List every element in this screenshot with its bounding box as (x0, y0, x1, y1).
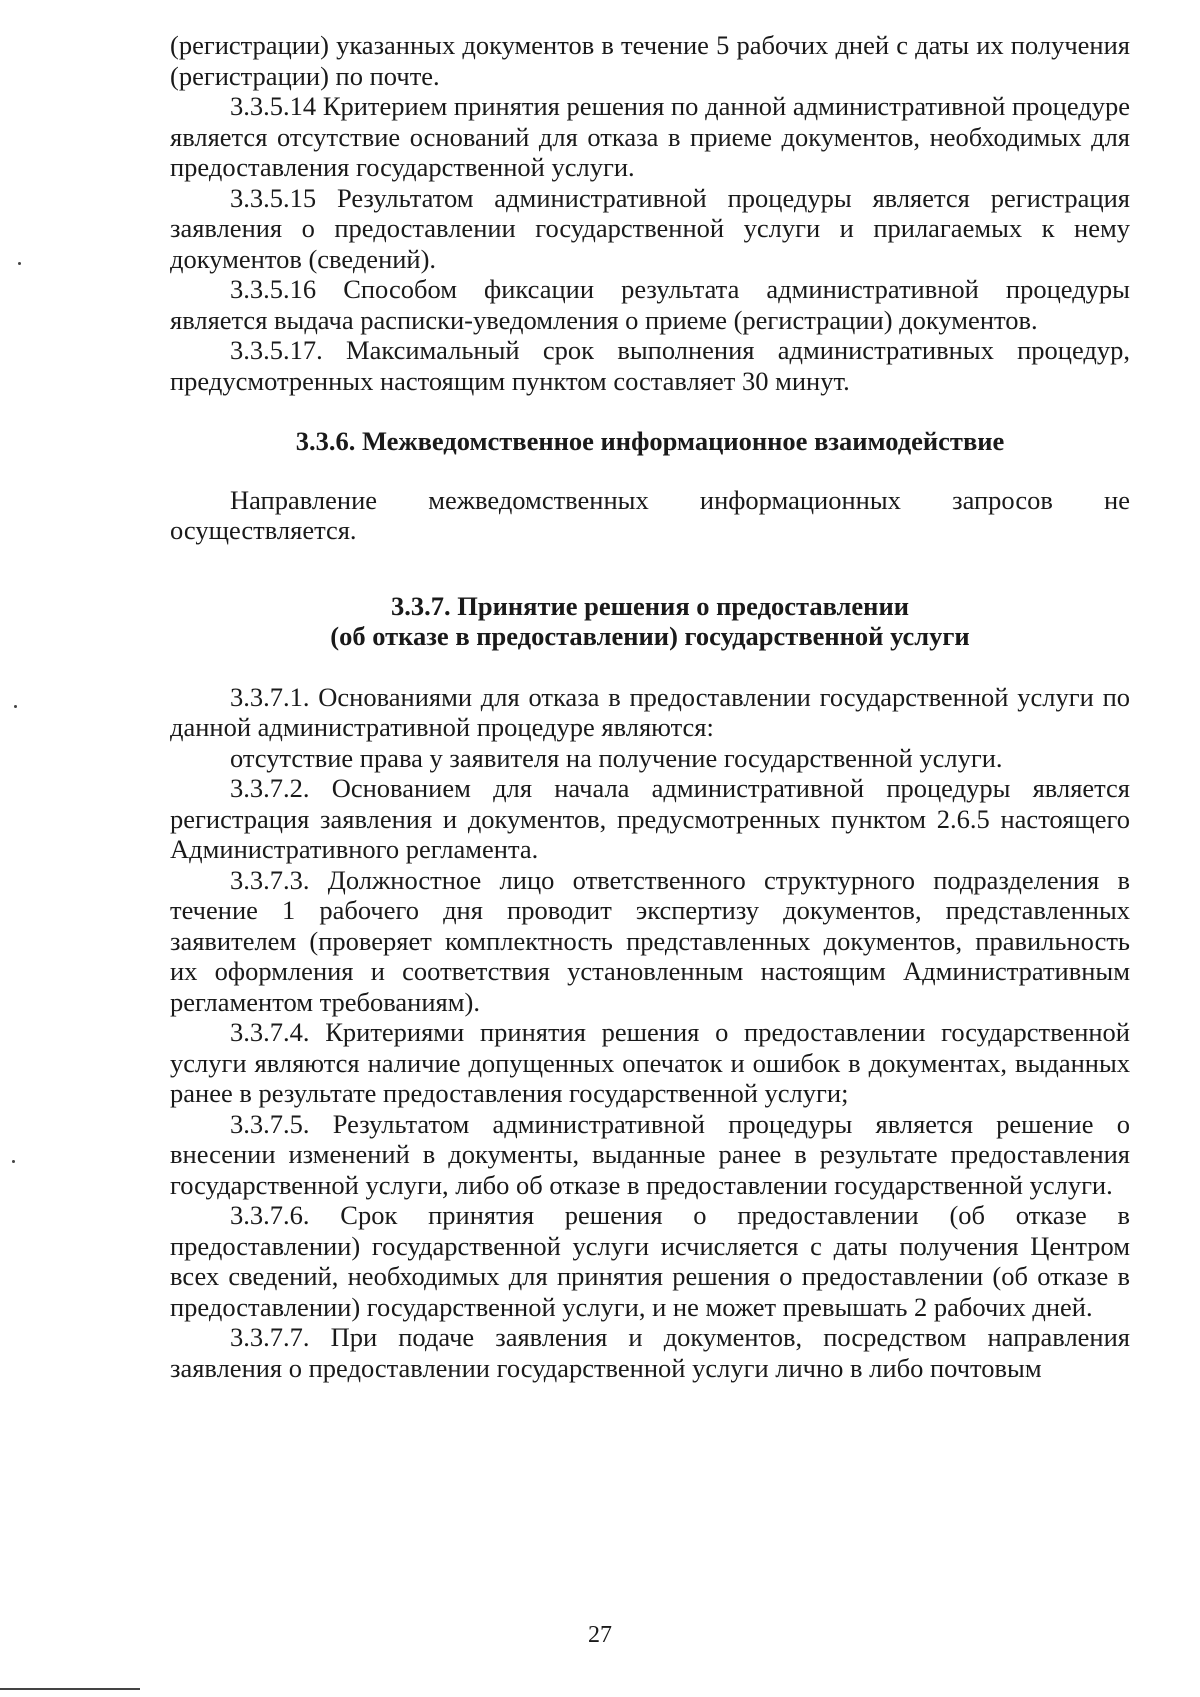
section-heading-3-3-7-line2: (об отказе в предоставлении) государственной услуги (330, 621, 970, 651)
paragraph-3-3-7-1-item: отсутствие права у заявителя на получение государственной услуги. (230, 742, 1003, 773)
paragraph-continuation: (регистрации) указанных документов в течение 5 рабочих дней с даты их получения (регистрации) по почте. (170, 30, 1130, 91)
scan-dot (18, 262, 21, 265)
paragraph-3-3-7-4: 3.3.7.4. Критериями принятия решения о предоставлении государственной услуги являются наличие допущенных опечаток и ошибок в документах, выданных ранее в результате предоставления государственной услуги; (170, 1017, 1130, 1108)
section-heading-3-3-7 (170, 591, 1130, 652)
scan-dot (14, 705, 17, 708)
page-number: 27 (588, 1622, 612, 1648)
paragraph-3-3-7-1: 3.3.7.1. Основаниями для отказа в предоставлении государственной услуги по данной административной процедуре являются: (170, 681, 1130, 742)
section-heading-3-3-6: 3.3.6. Межведомственное информационное взаимодействие (295, 426, 1005, 456)
paragraph-3-3-5-15: 3.3.5.15 Результатом административной процедуры является регистрация заявления о предоставлении государственной услуги и прилагаемых к нему документов (сведений). (170, 182, 1130, 274)
scan-dot (12, 1160, 15, 1163)
document-page (170, 30, 1130, 1383)
paragraph-3-3-7-7: 3.3.7.7. При подаче заявления и документов, посредством направления заявления о предоставлении государственной услуги лично в либо почтовым (170, 1322, 1130, 1383)
paragraph-3-3-5-14: 3.3.5.14 Критерием принятия решения по данной административной процедуре является отсутствие оснований для отказа в приеме документов, необходимых для предоставления государственной услуги. (170, 91, 1130, 182)
paragraph-3-3-5-17: 3.3.5.17. Максимальный срок выполнения административных процедур, предусмотренных настоящим пунктом составляет 30 минут. (170, 335, 1130, 396)
section-heading-3-3-7-line1: 3.3.7. Принятие решения о предоставлении (391, 590, 909, 621)
paragraph-3-3-7-5: 3.3.7.5. Результатом административной процедуры является решение о внесении изменений в документы, выданные ранее в результате предоставления государственной услуги, либо об отказе в предоставлении государственной услуги. (170, 1108, 1130, 1200)
paragraph-3-3-6: Направление межведомственных информационных запросов не осуществляется. (170, 484, 1130, 545)
paragraph-3-3-7-3: 3.3.7.3. Должностное лицо ответственного структурного подразделения в течение 1 рабочего дня проводит экспертизу документов, представленных заявителем (проверяет комплектность представленных документов, правильность их оформления и соответствия установленным настоящим Административным регламентом требованиям). (170, 864, 1130, 1017)
scan-edge-line (0, 1688, 140, 1690)
paragraph-3-3-7-6: 3.3.7.6. Срок принятия решения о предоставлении (об отказе в предоставлении) государственной услуги исчисляется с даты получения Центром всех сведений, необходимых для принятия решения о предоставлении (об отказе в предоставлении) государственной услуги, и не может превышать 2 рабочих дней. (170, 1200, 1130, 1322)
paragraph-3-3-7-2: 3.3.7.2. Основанием для начала административной процедуры является регистрация заявления и документов, предусмотренных пунктом 2.6.5 настоящего Административного регламента. (170, 773, 1130, 864)
paragraph-3-3-5-16: 3.3.5.16 Способом фиксации результата административной процедуры является выдача расписки-уведомления о приеме (регистрации) документов. (170, 274, 1130, 335)
